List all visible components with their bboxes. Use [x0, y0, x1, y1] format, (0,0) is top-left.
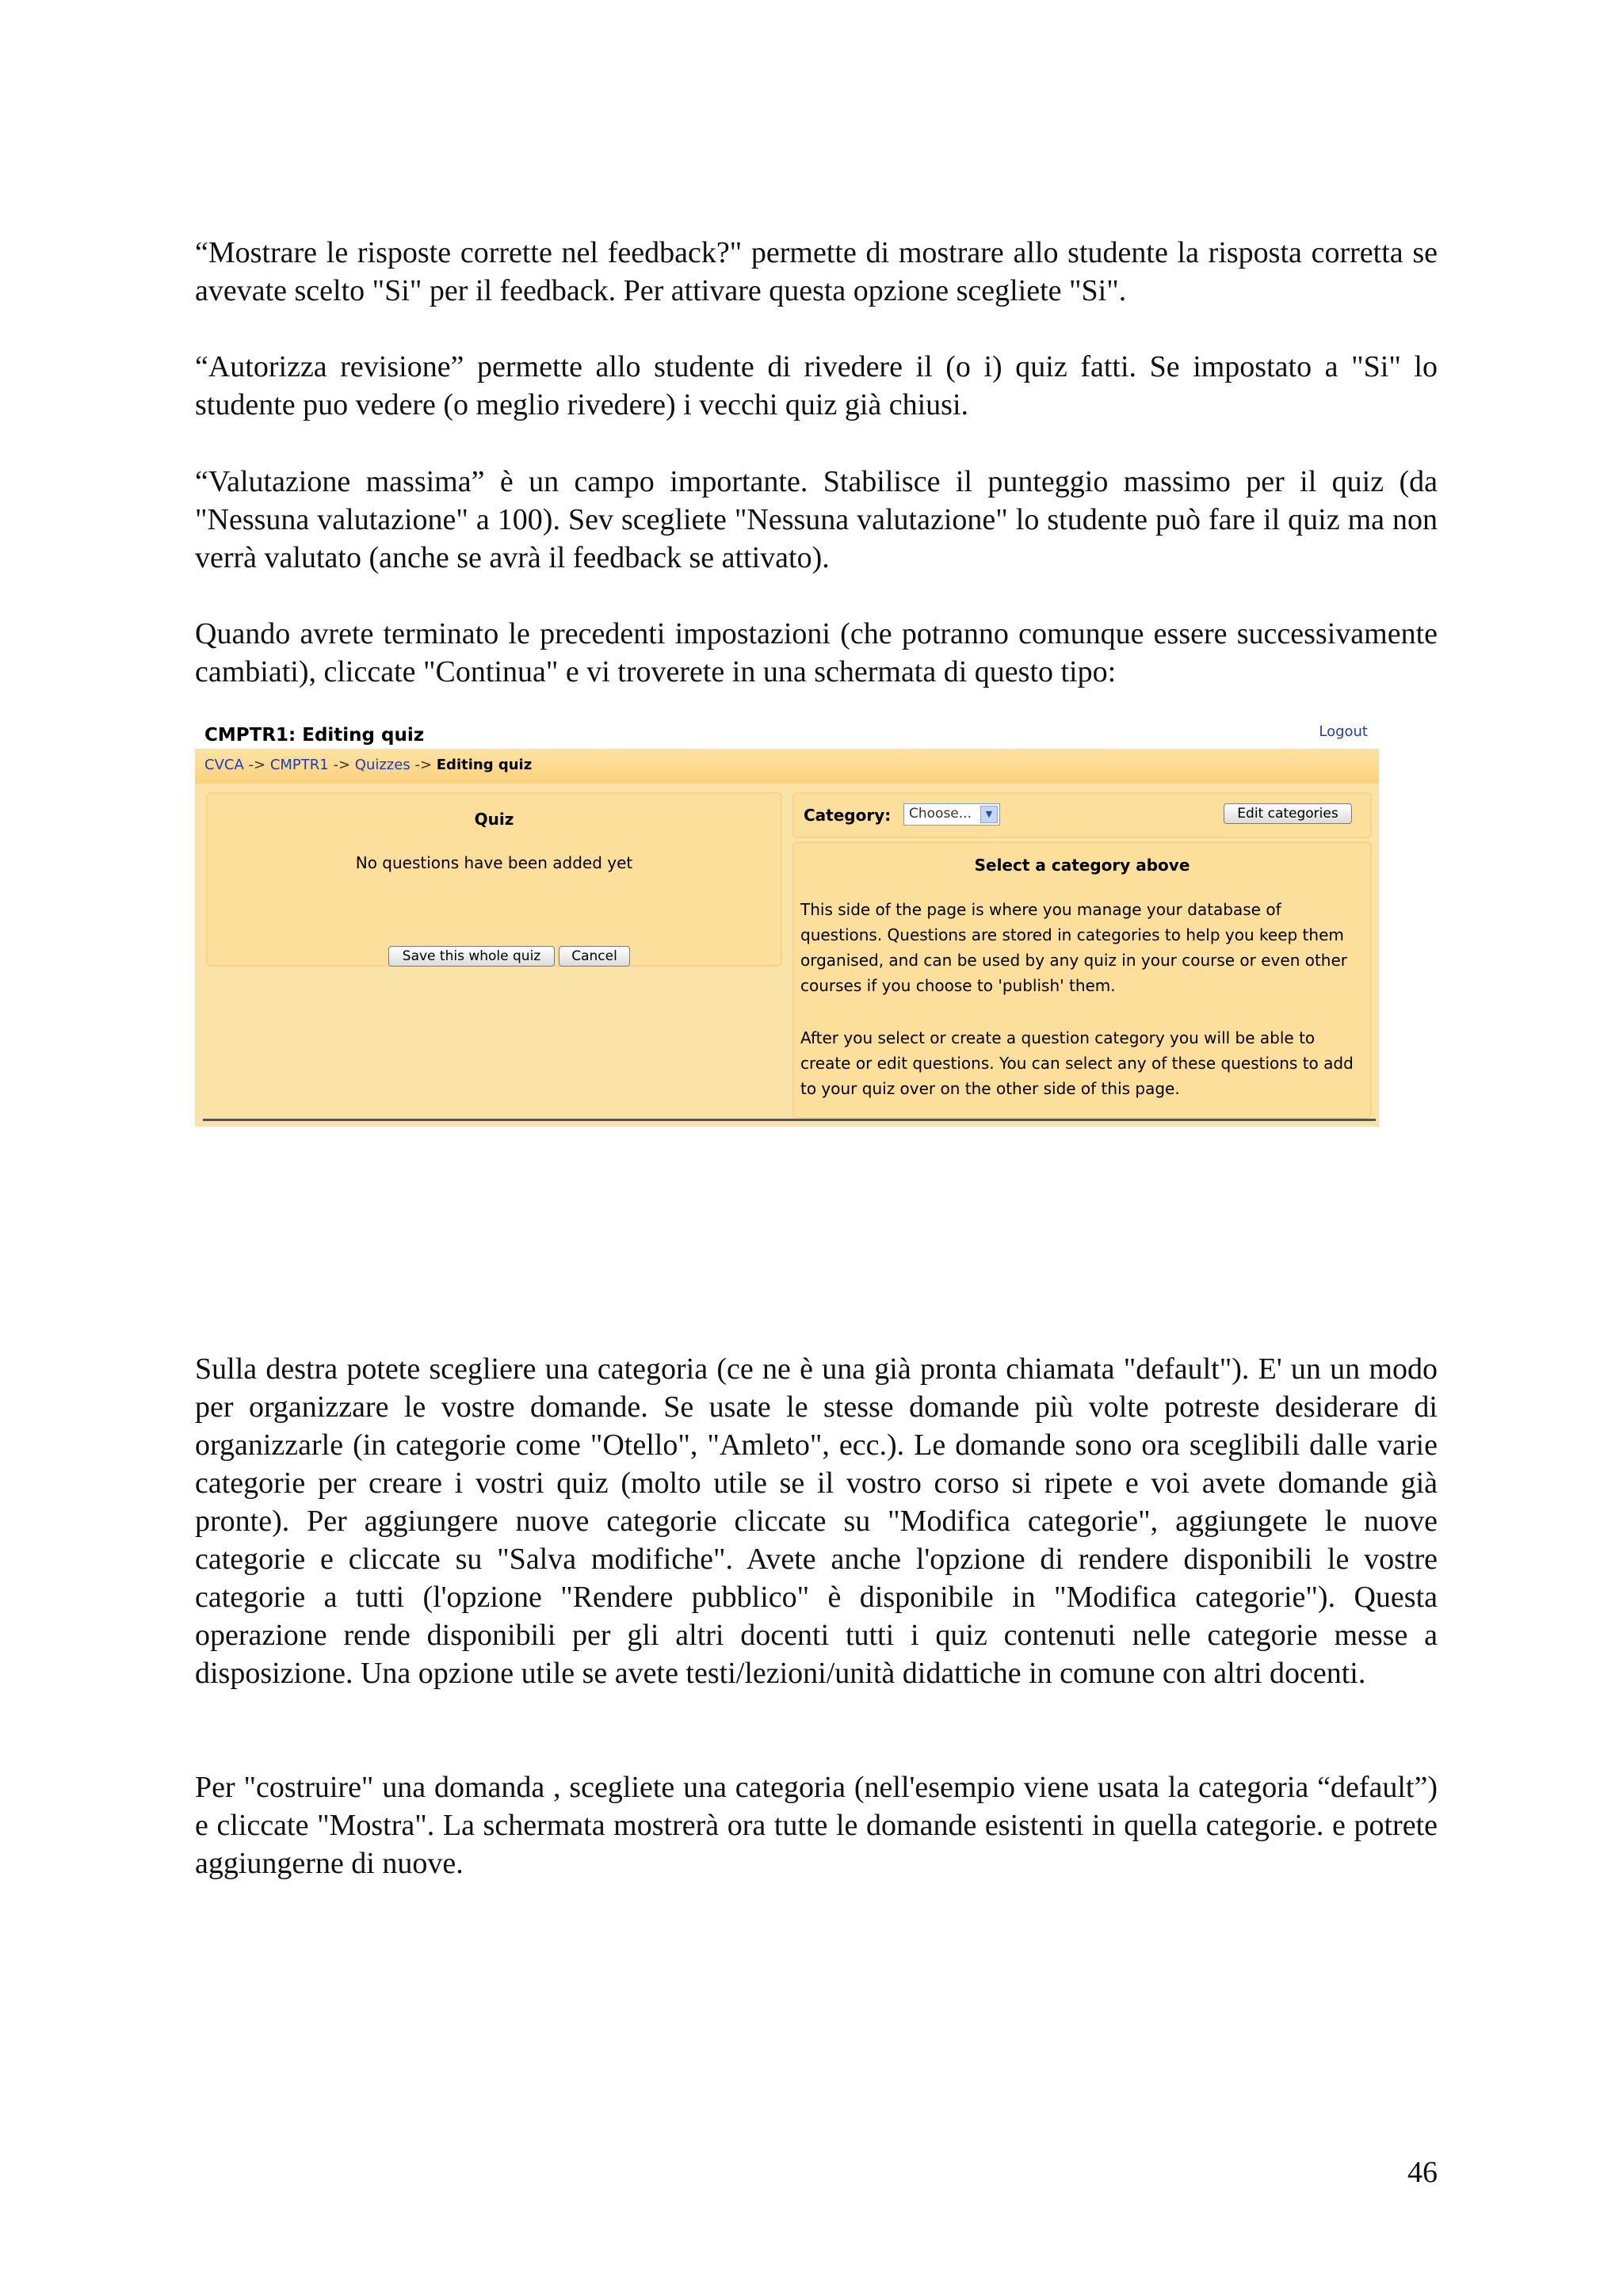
page-number: 46: [1407, 2156, 1438, 2189]
category-select[interactable]: [903, 803, 1000, 826]
paragraph-continue: Quando avrete terminato le precedenti impostazioni (che potranno comunque essere successivamente cambiati), cliccate "Continua" e vi troverete in una schermata di questo tipo:: [195, 617, 1438, 688]
paragraph-max-grade: “Valutazione massima” è un campo importante. Stabilisce il punteggio massimo per il quiz (da "Nessuna valutazione" a 100). Sev scegliete "Nessuna valutazione" lo studente può fare il quiz ma non verrà valutato (anche se avrà il feedback se attivato).: [195, 465, 1438, 574]
paragraph-review: “Autorizza revisione” permette allo studente di rivedere il (o i) quiz fatti. Se impostato a "Si" lo studente puo vedere (o meglio rivedere) i vecchi quiz già chiusi.: [195, 350, 1438, 421]
paragraph-feedback-answers: “Mostrare le risposte corrette nel feedback?" permette di mostrare allo studente la risposta corretta se avevate scelto "Si" per il feedback. Per attivare questa opzione scegliete "Si".: [195, 236, 1438, 307]
question-bank-panel: [792, 841, 1372, 1119]
footer-divider: [203, 1119, 1376, 1121]
question-bank-help-2: After you select or create a question category you will be able to create or edit questions. You can select any of these questions to add to your quiz over on the other side of this page.: [800, 1028, 1354, 1098]
no-questions-message: No questions have been added yet: [355, 853, 633, 872]
question-bank-help-1: This side of the page is where you manage your database of questions. Questions are stored in categories to help you keep them organised, and can be used by any quiz in your course or even other courses if you choose to 'publish' them.: [800, 900, 1348, 995]
save-quiz-button[interactable]: Save this whole quiz: [388, 946, 555, 967]
breadcrumb-cmptr1[interactable]: CMPTR1: [269, 757, 329, 773]
editing-quiz-screenshot: [195, 719, 1379, 1127]
paragraph-categories: Sulla destra potete scegliere una categoria (ce ne è una già pronta chiamata "default"). E' un un modo per organizzare le vostre domande. Se usate le stesse domande più volte potreste desiderare di organizzarle (in categorie come "Otello", "Amleto", ecc.). Le domande sono ora sceglibili dalle varie categorie per creare i vostri quiz (molto utile se il vostro corso si ripete e voi avete domande già pronte). Per aggiungere nuove categorie cliccate su "Modifica categorie", aggiungete le nuove categorie e cliccate su "Salva modifiche". Avete anche l'opzione di rendere disponibili le vostre categorie a tutti (l'opzione "Rendere pubblico" è disponibile in "Modifica categorie"). Questa operazione rende disponibili per gli altri docenti tutti i quiz contenuti nelle categorie messe a disposizione. Una opzione utile se avete testi/lezioni/unità didattiche in comune con altri docenti.: [195, 1352, 1438, 1690]
navbar: [195, 749, 1379, 784]
breadcrumb-cvca[interactable]: CVCA: [204, 757, 244, 773]
paragraph-build-question: Per "costruire" una domanda , scegliete una categoria (nell'esempio viene usata la categoria “default”) e cliccate "Mostra". La schermata mostrerà ora tutte le domande esistenti in quella categorie. e potrete aggiungerne di nuove.: [195, 1771, 1438, 1880]
edit-categories-button[interactable]: Edit categories: [1224, 803, 1352, 824]
breadcrumb: [204, 757, 532, 773]
breadcrumb-separator: ->: [248, 757, 266, 773]
category-label: Category:: [804, 806, 892, 825]
logout-link[interactable]: Logout: [1319, 723, 1368, 740]
screenshot-title: CMPTR1: Editing quiz: [204, 725, 425, 746]
category-bar: [792, 792, 1372, 838]
breadcrumb-quizzes[interactable]: Quizzes: [354, 757, 411, 773]
breadcrumb-separator: ->: [414, 757, 433, 773]
cancel-button[interactable]: Cancel: [559, 946, 630, 967]
breadcrumb-current: Editing quiz: [436, 757, 533, 773]
chevron-down-icon[interactable]: ▼: [980, 806, 998, 823]
breadcrumb-separator: ->: [333, 757, 351, 773]
screenshot-header: [195, 719, 1379, 749]
category-select-value: Choose...: [909, 806, 972, 822]
quiz-panel: [206, 792, 782, 967]
quiz-panel-title: Quiz: [474, 810, 514, 829]
question-bank-title: Select a category above: [974, 856, 1190, 875]
